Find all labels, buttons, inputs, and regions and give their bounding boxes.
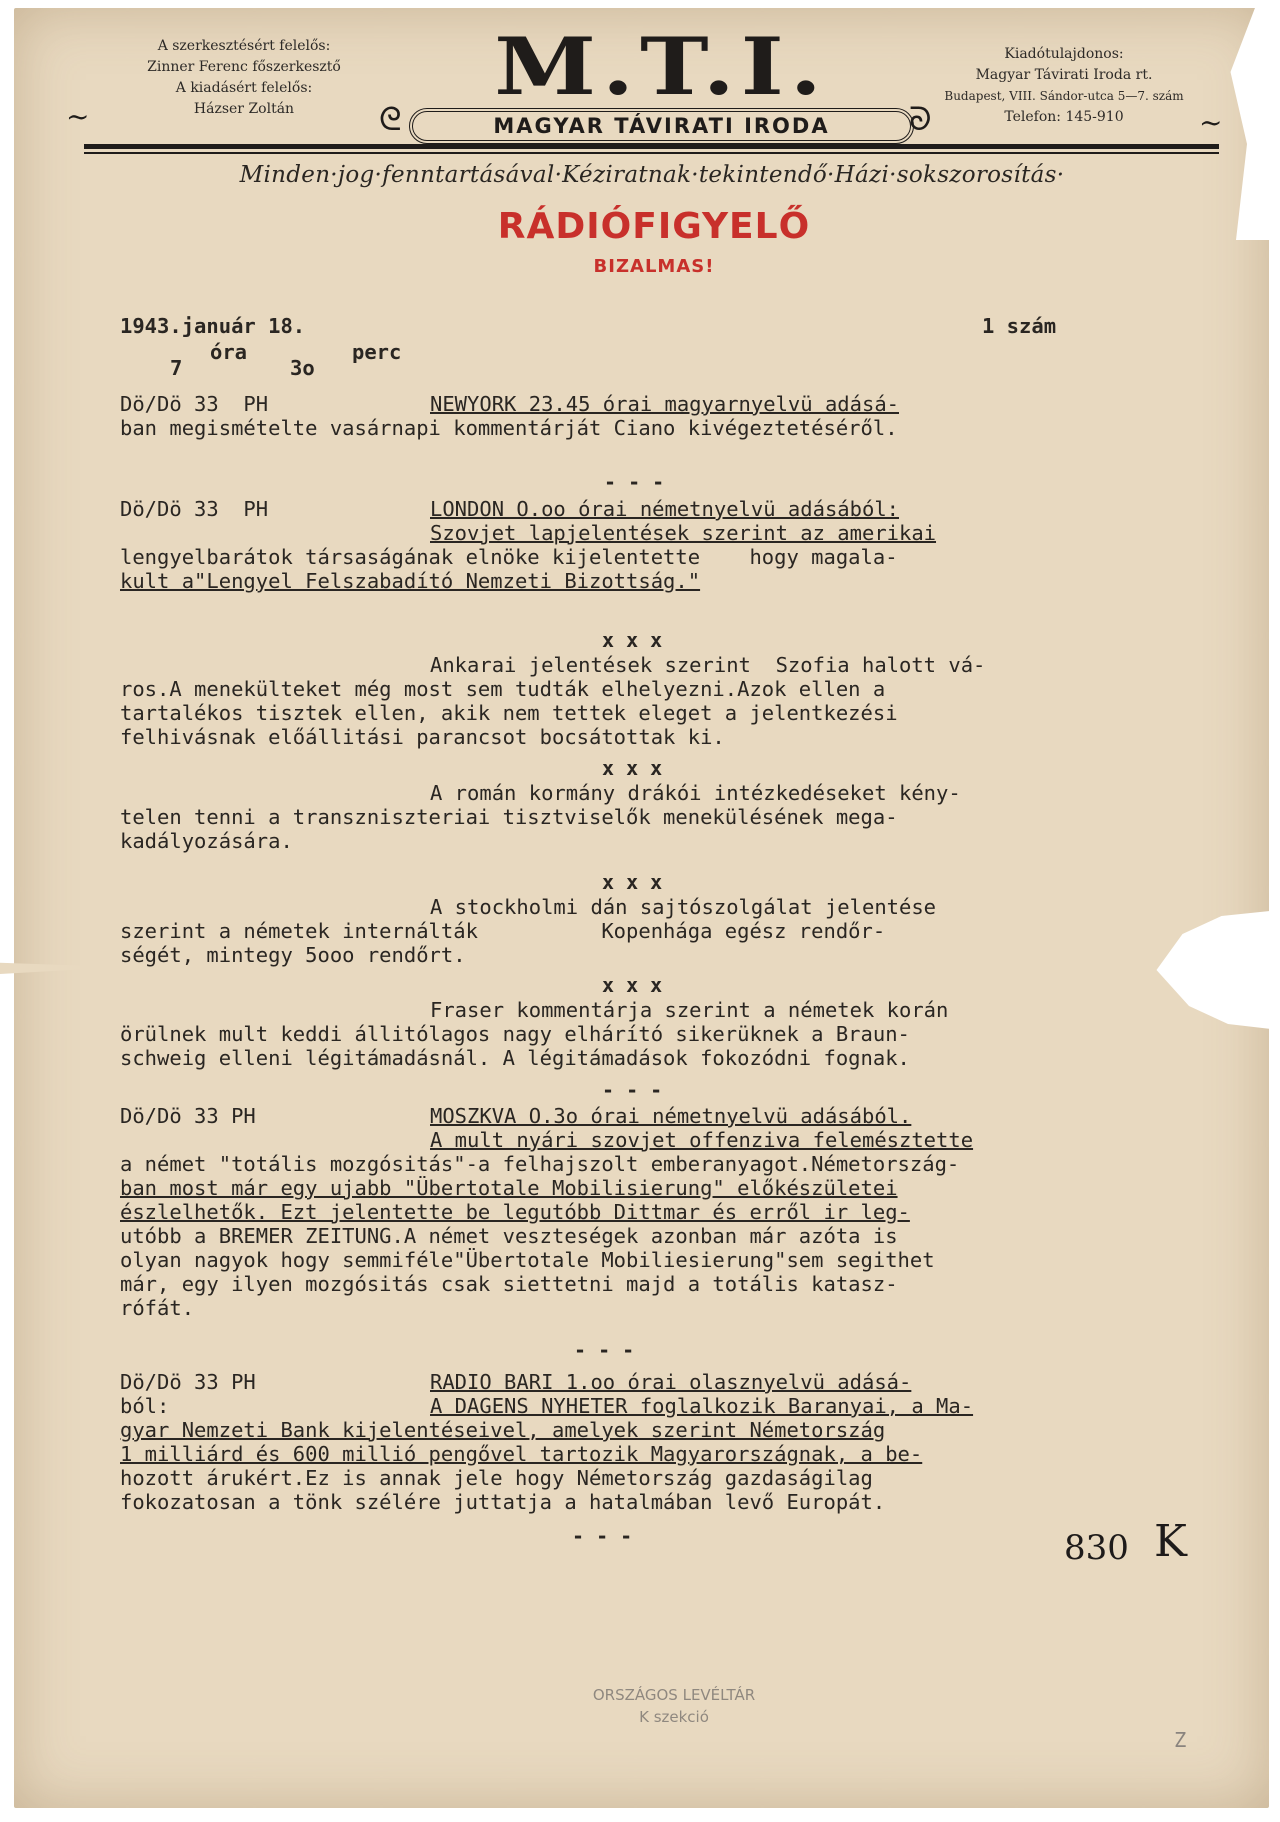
masthead-left-line: Zinner Ferenc főszerkesztő: [147, 59, 341, 75]
report-line: ban most már egy ujabb "Übertotale Mobilisierung" előkészületei: [120, 1176, 898, 1200]
archive-stamp: [574, 1684, 774, 1728]
archive-stamp-line: ORSZÁGOS LEVÉLTÁR: [592, 1686, 756, 1704]
report-line: RADIO BARI 1.oo órai olasznyelvü adásá-: [430, 1370, 912, 1394]
time-minute: 3o: [290, 356, 315, 380]
report-line: A stockholmi dán sajtószolgálat jelentése: [430, 895, 937, 919]
separator-dash: - - -: [602, 1078, 663, 1102]
report-line: Fraser kommentárja szerint a németek korán: [430, 998, 949, 1022]
bizalmas-stamp: BIZALMAS!: [593, 256, 715, 277]
time-ora-label: óra: [210, 340, 248, 364]
report-line: schweig elleni légitámadásnál. A légitámadások fokozódni fognak.: [120, 1046, 910, 1070]
report-line: A román kormány drákói intézkedéseket kény-: [430, 781, 961, 805]
masthead-editors: [109, 36, 379, 120]
time-perc-label: perc: [352, 340, 402, 364]
separator-star: x x x: [602, 870, 663, 894]
report-line: ban megismételte vasárnapi kommentárját Ciano kivégeztetéséről.: [120, 416, 898, 440]
report-line: rófát.: [120, 1296, 195, 1320]
report-line: észlelhetők. Ezt jelentette be legutóbb Dittmar és erről ir leg-: [120, 1200, 910, 1224]
report-line: szerint a németek internálták Kopenhága egész rendőr-: [120, 919, 886, 943]
radiofigyelo-stamp: RÁDIÓFIGYELŐ: [497, 206, 811, 247]
masthead-right-line: Telefon: 145-910: [1004, 109, 1124, 125]
report-line: utóbb a BREMER ZEITUNG.A német veszteségek azonban már azóta is: [120, 1224, 898, 1248]
separator-star: x x x: [602, 756, 663, 780]
separator-star: x x x: [602, 628, 663, 652]
date-line: 1943.január 18.: [120, 314, 306, 338]
report-line: ségét, mintegy 5ooo rendőrt.: [120, 943, 466, 967]
masthead-publisher: [909, 44, 1219, 128]
masthead-right-line: Kiadótulajdonos:: [1004, 46, 1124, 62]
masthead-left-line: Házser Zoltán: [193, 101, 295, 117]
report-line: A DAGENS NYHETER foglalkozik Baranyai, a Ma-: [430, 1394, 974, 1418]
swirl-ornament-left: ᘓ: [379, 100, 402, 138]
report-line: már, egy ilyen mozgósitás csak siettetni majd a totális katasz-: [120, 1272, 898, 1296]
swirl-ornament-right: ᘐ: [909, 100, 932, 138]
report-line: LONDON O.oo órai németnyelvü adásából:: [430, 497, 899, 521]
separator-dash: - - -: [572, 1524, 633, 1548]
report-line: lengyelbarátok társaságának elnöke kijelentette hogy magala-: [120, 545, 898, 569]
report-code: Dö/Dö 33 PH: [120, 392, 269, 416]
archive-stamp-line: K szekció: [639, 1708, 709, 1726]
masthead-subtitle: Minden·jog·fenntartásával·Kéziratnak·tekintendő·Házi·sokszorosítás·: [239, 162, 1065, 188]
handwritten-time: 830: [1064, 1528, 1129, 1568]
masthead-left-line: A kiadásért felelős:: [175, 80, 313, 96]
report-code: Dö/Dö 33 PH: [120, 497, 269, 521]
handwritten-mark: K: [1154, 1516, 1187, 1567]
masthead-right-line: Magyar Távirati Iroda rt.: [975, 67, 1153, 83]
mti-logo: M.T.I.: [494, 21, 828, 113]
swirl-ornament-far-left: ~: [66, 100, 90, 133]
masthead-right-line: Budapest, VIII. Sándor-utca 5—7. szám: [944, 89, 1184, 103]
report-line: a német "totális mozgósitás"-a felhajszolt emberanyagot.Németország-: [120, 1152, 960, 1176]
swirl-ornament-far-right: ~: [1199, 106, 1223, 139]
report-line: A mult nyári szovjet offenziva felemésztette: [430, 1128, 974, 1152]
report-line: 1 milliárd és 600 millió pengővel tartozik Magyarországnak, a be-: [120, 1442, 923, 1466]
report-line: gyar Nemzeti Bank kijelentéseivel, amelyek szerint Németország: [120, 1418, 886, 1442]
corner-mark: Z: [1174, 1728, 1187, 1752]
masthead-rule-thin: [84, 152, 1219, 154]
report-line: ros.A menekülteket még most sem tudták elhelyezni.Azok ellen a: [120, 677, 886, 701]
report-line: Ankarai jelentések szerint Szofia halott vá-: [430, 653, 986, 677]
report-line: NEWYORK 23.45 órai magyarnyelvü adásá-: [430, 392, 899, 416]
report-line: fokozatosan a tönk szélére juttatja a hatalmában levő Europát.: [120, 1490, 886, 1514]
masthead-rule-thick: [84, 144, 1219, 149]
separator-dash: - - -: [574, 1338, 635, 1362]
separator-star: x x x: [602, 973, 663, 997]
report-line: kadályozására.: [120, 829, 293, 853]
report-code: Dö/Dö 33 PH: [120, 1370, 256, 1394]
report-line: ból:: [120, 1394, 170, 1418]
report-line: hozott árukért.Ez is annak jele hogy Németország gazdaságilag: [120, 1466, 873, 1490]
time-hour: 7: [170, 356, 183, 380]
report-line: MOSZKVA O.3o órai németnyelvü adásából.: [430, 1104, 912, 1128]
report-line: olyan nagyok hogy semmiféle"Übertotale Mobiliesierung"sem segithet: [120, 1248, 935, 1272]
report-line: felhivásnak előállitási parancsot bocsátottak ki.: [120, 725, 725, 749]
masthead-left-line: A szerkesztésért felelős:: [157, 38, 331, 54]
report-line: Szovjet lapjelentések szerint az amerikai: [430, 521, 937, 545]
report-line: telen tenni a transzniszteriai tisztviselők menekülésének mega-: [120, 805, 898, 829]
report-line: kult a"Lengyel Felszabadító Nemzeti Bizottság.": [120, 569, 701, 593]
issue-number: 1 szám: [982, 314, 1057, 338]
report-line: örülnek mult keddi állitólagos nagy elhárító sikerüknek a Braun-: [120, 1022, 910, 1046]
mti-band: MAGYAR TÁVIRATI IRODA: [409, 108, 914, 144]
document-page: [14, 8, 1269, 1808]
report-code: Dö/Dö 33 PH: [120, 1104, 256, 1128]
report-line: tartalékos tisztek ellen, akik nem tettek eleget a jelentkezési: [120, 701, 898, 725]
separator-dash: - - -: [604, 470, 665, 494]
